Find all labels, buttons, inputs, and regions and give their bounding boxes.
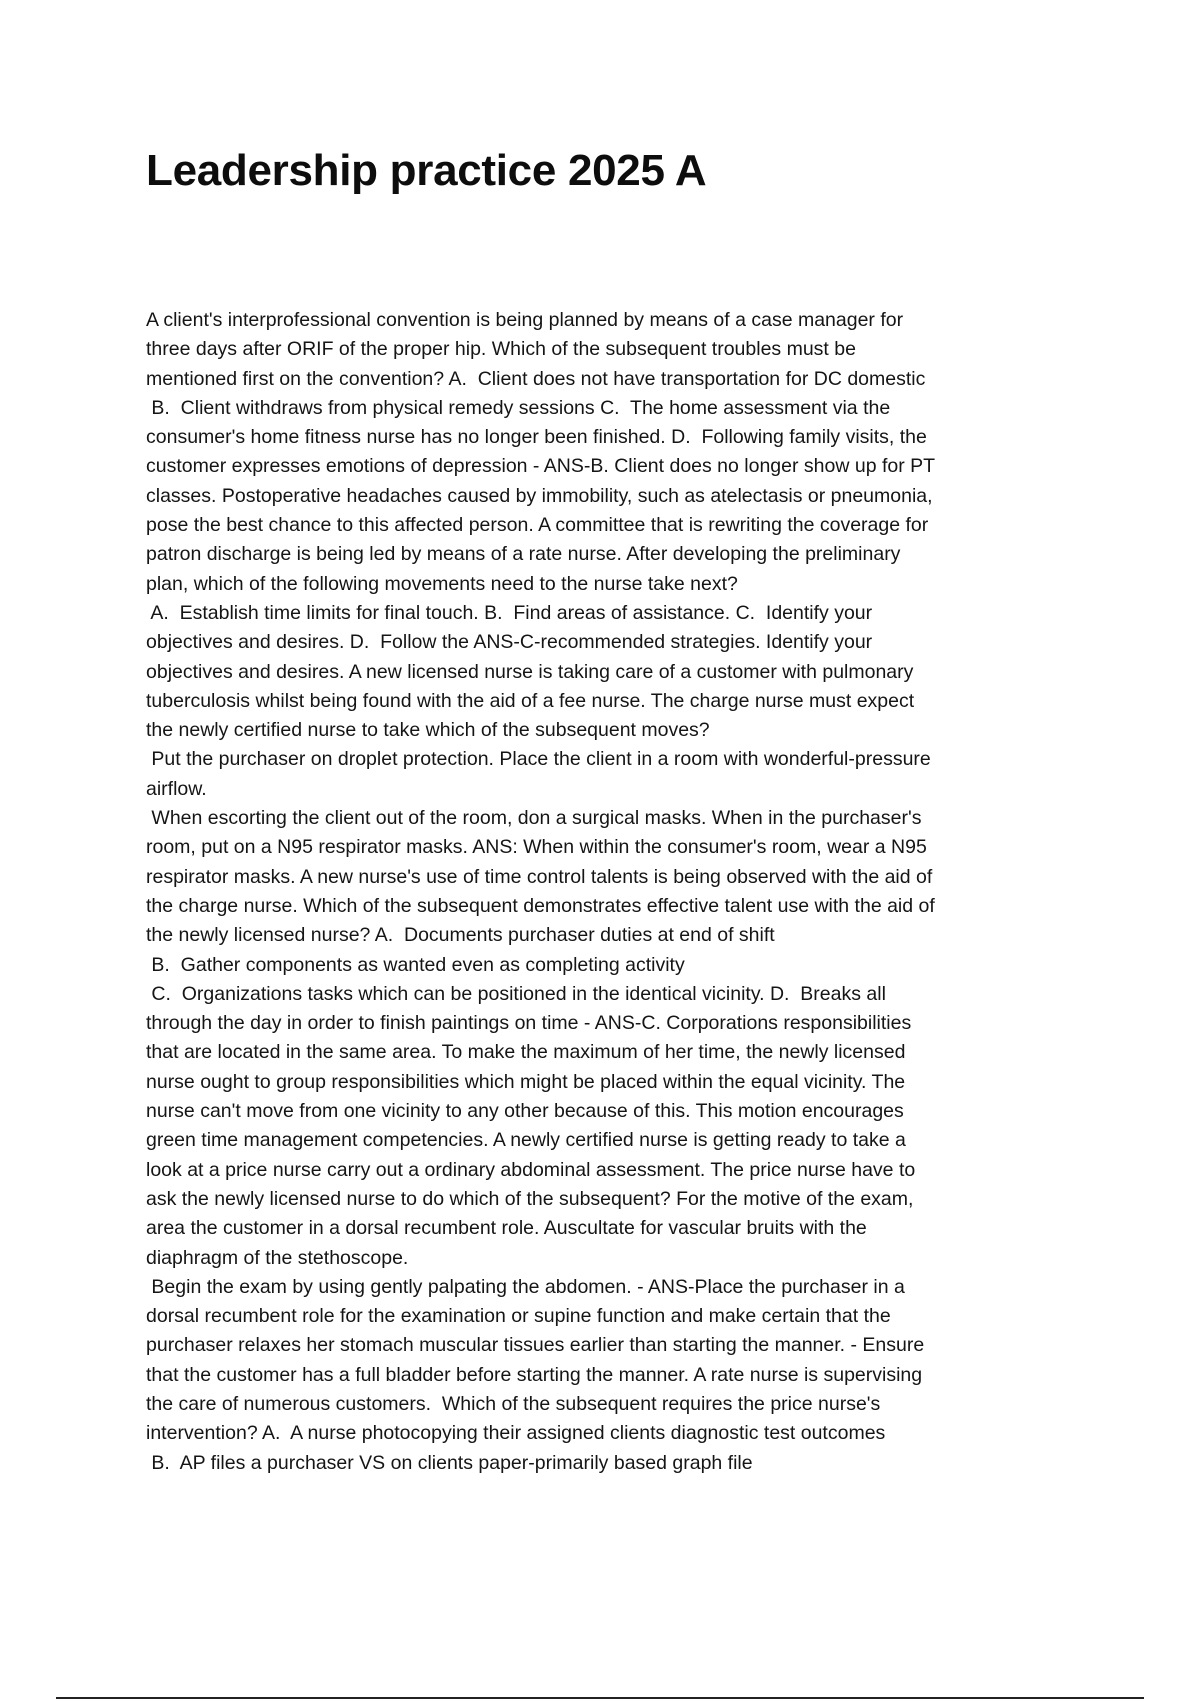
text-line: look at a price nurse carry out a ordinary abdominal assessment. The price nurse have to [146,1158,916,1181]
text-line: classes. Postoperative headaches caused by immobility, such as atelectasis or pneumonia, [146,484,933,507]
text-line: area the customer in a dorsal recumbent role. Auscultate for vascular bruits with the [146,1217,867,1240]
page-title: Leadership practice 2025 A [146,146,707,195]
text-line: room, put on a N95 respirator masks. ANS: When within the consumer's room, wear a N95 [146,836,927,859]
text-line: A. Establish time limits for final touch. B. Find areas of assistance. C. Identify your [146,601,873,624]
text-line: through the day in order to finish paintings on time - ANS-C. Corporations responsibilities [146,1012,912,1035]
text-line: dorsal recumbent role for the examination or supine function and make certain that the [146,1305,891,1328]
text-line: B. Gather components as wanted even as completing activity [146,953,685,976]
text-line: respirator masks. A new nurse's use of time control talents is being observed with the aid of [146,865,933,888]
text-line: nurse can't move from one vicinity to any other because of this. This motion encourages [146,1100,904,1123]
text-line: the care of numerous customers. Which of the subsequent requires the price nurse's [146,1392,881,1415]
text-line: A client's interprofessional convention is being planned by means of a case manager for [146,309,904,331]
text-line: intervention? A. A nurse photocopying their assigned clients diagnostic test outcomes [146,1422,886,1445]
text-line: ask the newly licensed nurse to do which of the subsequent? For the motive of the exam, [146,1187,914,1210]
text-line: plan, which of the following movements need to the nurse take next? [146,572,738,595]
text-line: the newly certified nurse to take which of the subsequent moves? [146,719,710,742]
text-line: the charge nurse. Which of the subsequent demonstrates effective talent use with the aid of [146,894,935,917]
text-line: consumer's home fitness nurse has no longer been finished. D. Following family visits, the [146,426,927,449]
text-line: diaphragm of the stethoscope. [146,1246,409,1269]
text-line: C. Organizations tasks which can be positioned in the identical vicinity. D. Breaks all [146,982,886,1005]
text-line: Begin the exam by using gently palpating the abdomen. - ANS-Place the purchaser in a [146,1275,905,1298]
text-line: that are located in the same area. To make the maximum of her time, the newly licensed [146,1041,906,1064]
text-line: purchaser relaxes her stomach muscular tissues earlier than starting the manner. - Ensure [146,1334,925,1357]
text-line: Put the purchaser on droplet protection. Place the client in a room with wonderful-pressure [146,748,931,771]
text-line: pose the best chance to this affected person. A committee that is rewriting the coverage for [146,514,929,537]
text-line: three days after ORIF of the proper hip. Which of the subsequent troubles must be [146,338,856,361]
text-line: objectives and desires. A new licensed nurse is taking care of a customer with pulmonary [146,660,914,683]
document-body [146,306,1146,1478]
text-line: objectives and desires. D. Follow the ANS-C-recommended strategies. Identify your [146,631,873,654]
text-line: When escorting the client out of the room, don a surgical masks. When in the purchaser's [146,807,922,830]
text-line: B. Client withdraws from physical remedy sessions C. The home assessment via the [146,396,891,419]
text-line: patron discharge is being led by means of a rate nurse. After developing the preliminary [146,543,901,566]
text-line: mentioned first on the convention? A. Client does not have transportation for DC domestic [146,367,926,390]
text-line: the newly licensed nurse? A. Documents purchaser duties at end of shift [146,924,775,947]
text-line: that the customer has a full bladder before starting the manner. A rate nurse is supervising [146,1363,923,1386]
text-line: tuberculosis whilst being found with the aid of a fee nurse. The charge nurse must expect [146,689,915,712]
text-line: customer expresses emotions of depression - ANS-B. Client does no longer show up for PT [146,455,936,478]
text-line: B. AP files a purchaser VS on clients paper-primarily based graph file [146,1451,753,1474]
text-line: nurse ought to group responsibilities which might be placed within the equal vicinity. The [146,1070,906,1093]
text-line: green time management competencies. A newly certified nurse is getting ready to take a [146,1129,906,1152]
footer-divider [56,1697,1144,1699]
text-line: airflow. [146,777,207,800]
